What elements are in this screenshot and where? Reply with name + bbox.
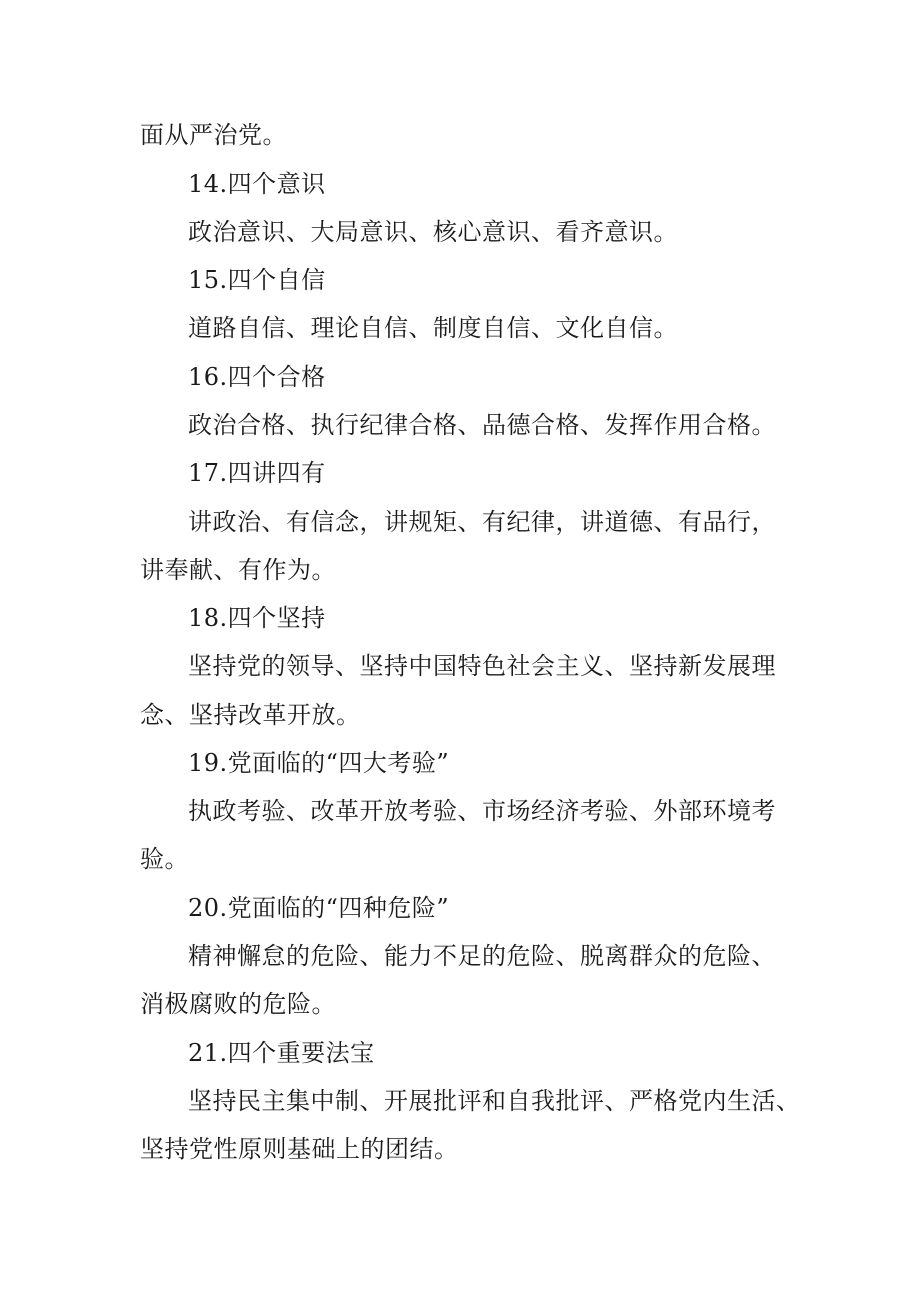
section-heading: 21.四个重要法宝 — [188, 1039, 375, 1067]
text-line: 政治合格、执行纪律合格、品德合格、发挥作用合格。 — [188, 411, 776, 439]
text-line: 念、坚持改革开放。 — [140, 701, 361, 729]
section-heading: 17.四讲四有 — [188, 459, 326, 487]
text-line: 面从严治党。 — [140, 121, 287, 149]
text-line: 讲政治、有信念，讲规矩、有纪律，讲道德、有品行， — [188, 508, 776, 536]
text-line: 讲奉献、有作为。 — [140, 556, 336, 584]
text-line: 坚持民主集中制、开展批评和自我批评、严格党内生活、 — [188, 1087, 801, 1115]
text-line: 道路自信、理论自信、制度自信、文化自信。 — [188, 314, 678, 342]
text-line: 坚持党的领导、坚持中国特色社会主义、坚持新发展理 — [188, 652, 776, 680]
section-heading: 20.党面临的“四种危险” — [188, 894, 450, 922]
section-heading: 14.四个意识 — [188, 170, 326, 198]
text-line: 执政考验、改革开放考验、市场经济考验、外部环境考 — [188, 797, 776, 825]
section-heading: 15.四个自信 — [188, 266, 326, 294]
text-line: 消极腐败的危险。 — [140, 990, 336, 1018]
text-line: 坚持党性原则基础上的团结。 — [140, 1135, 459, 1163]
section-heading: 18.四个坚持 — [188, 604, 326, 632]
section-heading: 19.党面临的“四大考验” — [188, 749, 450, 777]
section-heading: 16.四个合格 — [188, 363, 326, 391]
text-line: 政治意识、大局意识、核心意识、看齐意识。 — [188, 218, 678, 246]
text-line: 精神懈怠的危险、能力不足的危险、脱离群众的危险、 — [188, 942, 776, 970]
text-line: 验。 — [140, 845, 189, 873]
